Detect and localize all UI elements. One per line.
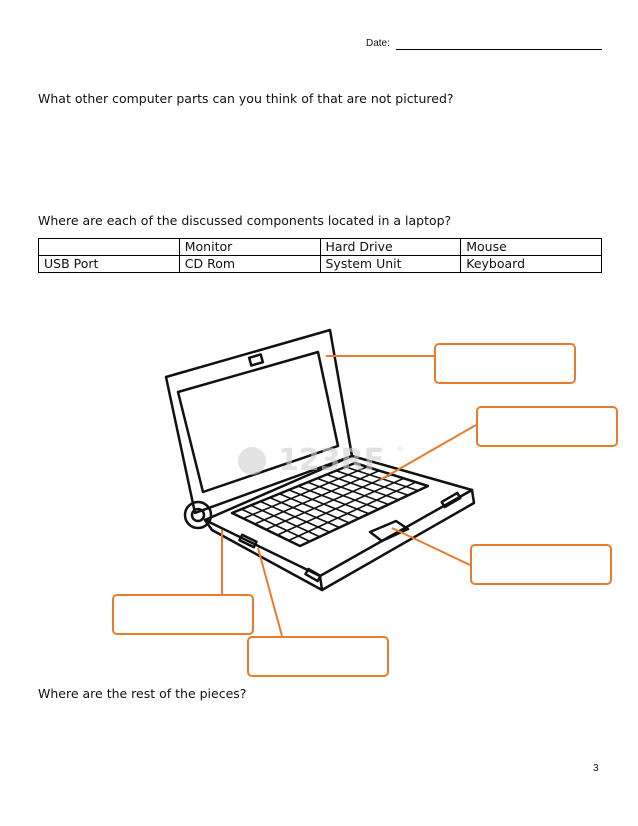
- table-cell: Keyboard: [461, 256, 602, 273]
- label-box-keyboard[interactable]: [476, 406, 618, 447]
- table-cell: System Unit: [320, 256, 461, 273]
- touchpad: [370, 521, 408, 541]
- question-rest-of-pieces: Where are the rest of the pieces?: [38, 686, 247, 701]
- watermark-text: 123RF: [278, 443, 385, 478]
- date-label: Date:: [366, 38, 390, 49]
- table-cell: CD Rom: [179, 256, 320, 273]
- page-number: 3: [593, 763, 599, 774]
- table-cell: USB Port: [39, 256, 180, 273]
- table-cell: Hard Drive: [320, 239, 461, 256]
- webcam: [249, 355, 263, 366]
- table-cell: Mouse: [461, 239, 602, 256]
- question-component-locations: Where are each of the discussed components located in a laptop?: [38, 213, 452, 228]
- label-box-screen[interactable]: [434, 343, 576, 384]
- label-box-touchpad[interactable]: [470, 544, 612, 585]
- table-cell: Monitor: [179, 239, 320, 256]
- label-box-usb[interactable]: [247, 636, 389, 677]
- question-other-parts: What other computer parts can you think of that are not pictured?: [38, 91, 454, 106]
- watermark-mark: ®: [396, 445, 405, 455]
- label-box-side-port[interactable]: [112, 594, 254, 635]
